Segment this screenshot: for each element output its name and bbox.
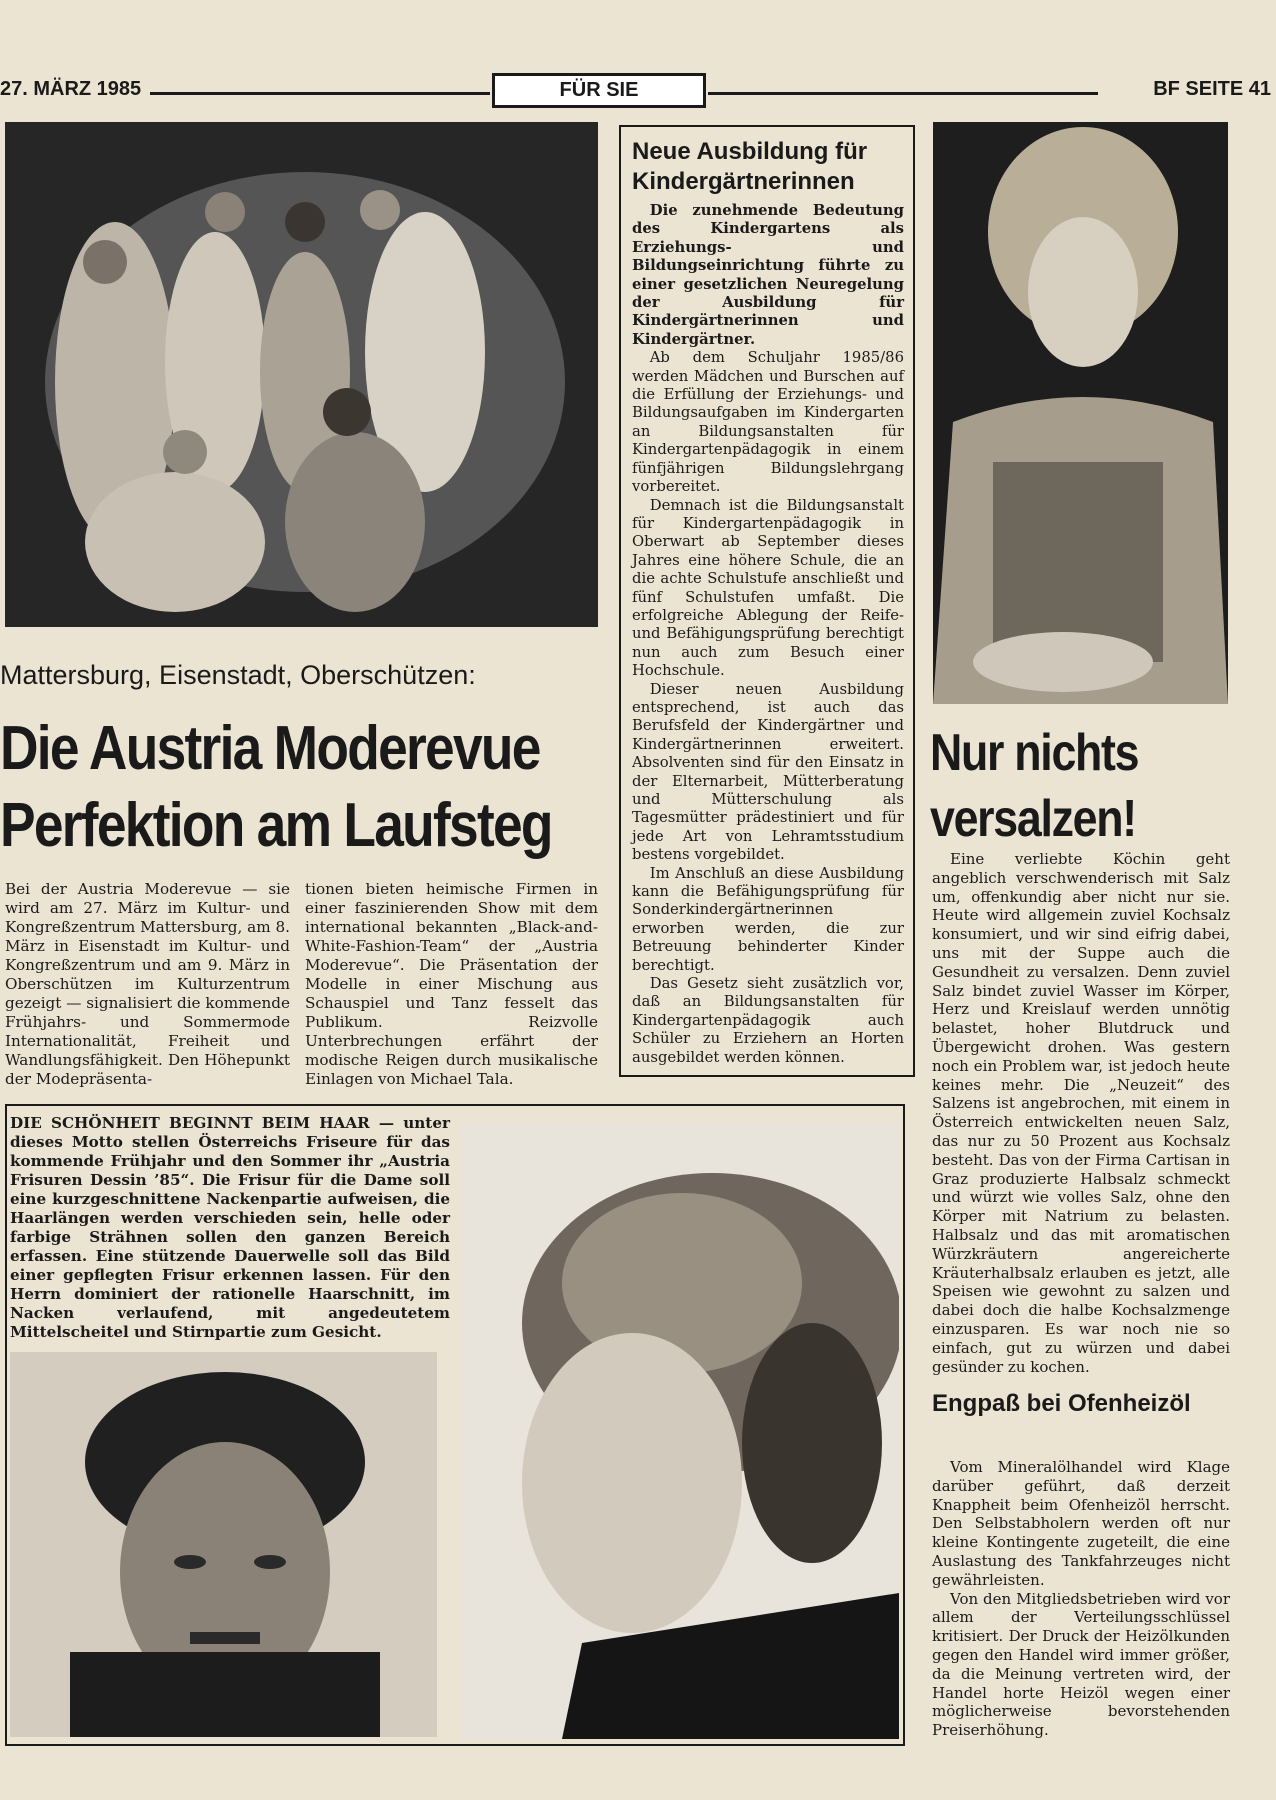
headline-line-1: Die Austria Moderevue xyxy=(0,714,540,783)
woman-profile-photo xyxy=(462,1123,899,1739)
ausbildung-paragraph-1: Ab dem Schuljahr 1985/86 werden Mädchen und Burschen auf die Erfüllung der Erziehungs- und Bildungsaufgaben im Kindergarten an Bildungsanstalten für Kindergartenpädagogik in einem fünfjährigen Bildungslehrgang vorbereitet. xyxy=(632,349,904,496)
salz-headline xyxy=(930,720,1222,852)
engpass-title: Engpaß bei Ofenheizöl xyxy=(932,1390,1191,1417)
moderevue-paragraph: Bei der Austria Moderevue — sie wird am 27. März im Kultur- und Kongreßzentrum Mattersburg, am 8. März in Eisenstadt im Kultur- und Kongreßzentrum und am 9. März in Oberschützen im Kulturzentrum gezeigt — signalisiert die kommende Frühjahrs- und Sommermode Internationalität, Freiheit und Wandlungsfähigkeit. Den Höhepunkt der Modepräsenta- xyxy=(5,880,291,1088)
cook-woman-photo xyxy=(933,122,1228,704)
section-label: FÜR SIE xyxy=(492,73,706,108)
ausbildung-paragraph-4: Im Anschluß an diese Ausbildung kann die Befähigungsprüfung für Sonderkindergärtnerinnen erworben werden, die zur Betreuung behinderter Kinder berechtigt. xyxy=(632,864,904,974)
ausbildung-lead: Die zunehmende Bedeutung des Kindergartens als Erziehungs- und Bildungseinrichtung führte zu einer gesetzlichen Neuregelung der Ausbildung für Kindergärtnerinnen und Kindergärtner. xyxy=(632,202,904,348)
ausbildung-body xyxy=(632,202,904,1067)
headline-line-2: Perfektion am Laufsteg xyxy=(0,791,552,860)
issue-date: 27. MÄRZ 1985 xyxy=(0,78,142,100)
ausbildung-paragraph-2: Demnach ist die Bildungsanstalt für Kindergartenpädagogik in Oberwart ab September dieses Jahres eine höhere Schule, die an die achte Schulstufe anschließt und fünf Schulstufen umfaßt. Die erfolgreiche Ablegung der Reife- und Befähigungsprüfung berechtigt nun auch zum Besuch einer Hochschule. xyxy=(632,496,904,680)
ausbildung-paragraph-3: Dieser neuen Ausbildung entsprechend, ist auch das Berufsfeld der Kindergärtner und Kindergärtnerinnen erweitert. Absolventen sind für den Einsatz in der Elternarbeit, Mütterberatung und Mütterschulung als Tagesmütter prädestiniert und für jede Art von Lehramtsstudium bestens vorgebildet. xyxy=(632,680,904,864)
man-portrait-photo xyxy=(10,1352,437,1737)
header-rule-right xyxy=(708,92,1098,95)
ausbildung-paragraph-5: Das Gesetz sieht zusätzlich vor, daß an Bildungsanstalten für Kindergartenpädagogik auch Schüler zu Erziehern an Horten ausgebildet werden können. xyxy=(632,975,904,1066)
engpass-body xyxy=(932,1458,1230,1740)
haar-body: — unter dieses Motto stellen Österreichs Friseure für das kommende Frühjahr und den Sommer ihr „Austria Frisuren Dessin ’85“. Die Frisur für die Dame soll eine kurzgeschnittene Nackenpartie aufweisen, die Haarlängen werden verschieden sein, helle oder farbige Strähnen sollen den ganzen Bereich erfassen. Eine stützende Dauerwelle soll das Bild einer gepflegten Frisur erkennen lassen. Für den Herrn dominiert der rationelle Haarschnitt, im Nacken verlaufend, mit angedeutetem Mittelscheitel und Stirnpartie zum Gesicht. xyxy=(10,1114,450,1341)
salz-body xyxy=(932,850,1230,1376)
header-rule-left xyxy=(150,92,490,95)
engpass-paragraph-1: Vom Mineralölhandel wird Klage darüber geführt, daß derzeit Knappheit beim Ofenheizöl herrscht. Den Selbstabholern werden oft nur kleine Kontingente zugeteilt, die eine Auslastung des Tankfahrzeuges nicht gewährleisten. xyxy=(932,1458,1230,1589)
moderevue-paragraph-cont: tionen bieten heimische Firmen in einer faszinierenden Show mit dem international bekannten „Black-and-White-Fashion-Team“ der „Austria Moderevue“. Die Präsentation der Modelle in einer Mischung aus Schauspiel und Tanz fesselt das Publikum. Reizvolle Unterbrechungen erfährt der modische Reigen durch musikalische Einlagen von Michael Tala. xyxy=(305,880,598,1088)
salz-headline-line-2: versalzen! xyxy=(930,790,1136,848)
salz-paragraph: Eine verliebte Köchin geht angeblich verschwenderisch mit Salz um, offenkundig aber nicht nur sie. Heute wird allgemein zuviel Kochsalz konsumiert, und wir sind eifrig dabei, uns mit der Suppe auch die Gesundheit zu versalzen. Denn zuviel Salz bindet zuviel Wasser im Körper, Herz und Kreislauf werden unnötig belastet, hoher Blutdruck und Übergewicht drohen. Was gestern noch ein Problem war, ist jedoch heute keines mehr. Die „Neuzeit“ des Salzens ist angebrochen, mit einem in Österreich entwickelten neuen Salz, das nur zu 50 Prozent aus Kochsalz besteht. Das von der Firma Cartisan in Graz produzierte Halbsalz schmeckt und würzt wie volles Salz, ohne den Körper mit Natrium zu belasten. Halbsalz und das mit aromatischen Würzkräutern angereicherte Kräuterhalbsalz erlauben es jetzt, alle Speisen wie gewohnt zu salzen und dabei doch die halbe Kochsalzmenge einzusparen. Es war noch nie so einfach, gut zu würzen und dabei gesünder zu kochen. xyxy=(932,850,1230,1376)
article-kicker: Mattersburg, Eisenstadt, Oberschützen: xyxy=(0,660,476,690)
moderevue-column-2 xyxy=(305,880,598,1089)
page-number: BF SEITE 41 xyxy=(1153,78,1271,100)
engpass-paragraph-2: Von den Mitgliedsbetrieben wird vor allem der Verteilungsschlüssel kritisiert. Der Druck der Heizölkunden gegen den Handel wird immer größer, da die Meinung vertreten wird, der Handel horte Heizöl wegen einer möglicherweise bevorstehenden Preiserhöhung. xyxy=(932,1589,1230,1740)
fashion-team-photo xyxy=(5,122,598,627)
haar-lead: DIE SCHÖNHEIT BEGINNT BEIM HAAR xyxy=(10,1114,370,1132)
ausbildung-title: Neue Ausbildung für Kindergärtnerinnen xyxy=(632,138,868,195)
haar-caption xyxy=(10,1114,450,1342)
moderevue-column-1 xyxy=(5,880,290,1089)
salz-headline-line-1: Nur nichts xyxy=(930,724,1139,782)
article-headline xyxy=(0,710,552,864)
